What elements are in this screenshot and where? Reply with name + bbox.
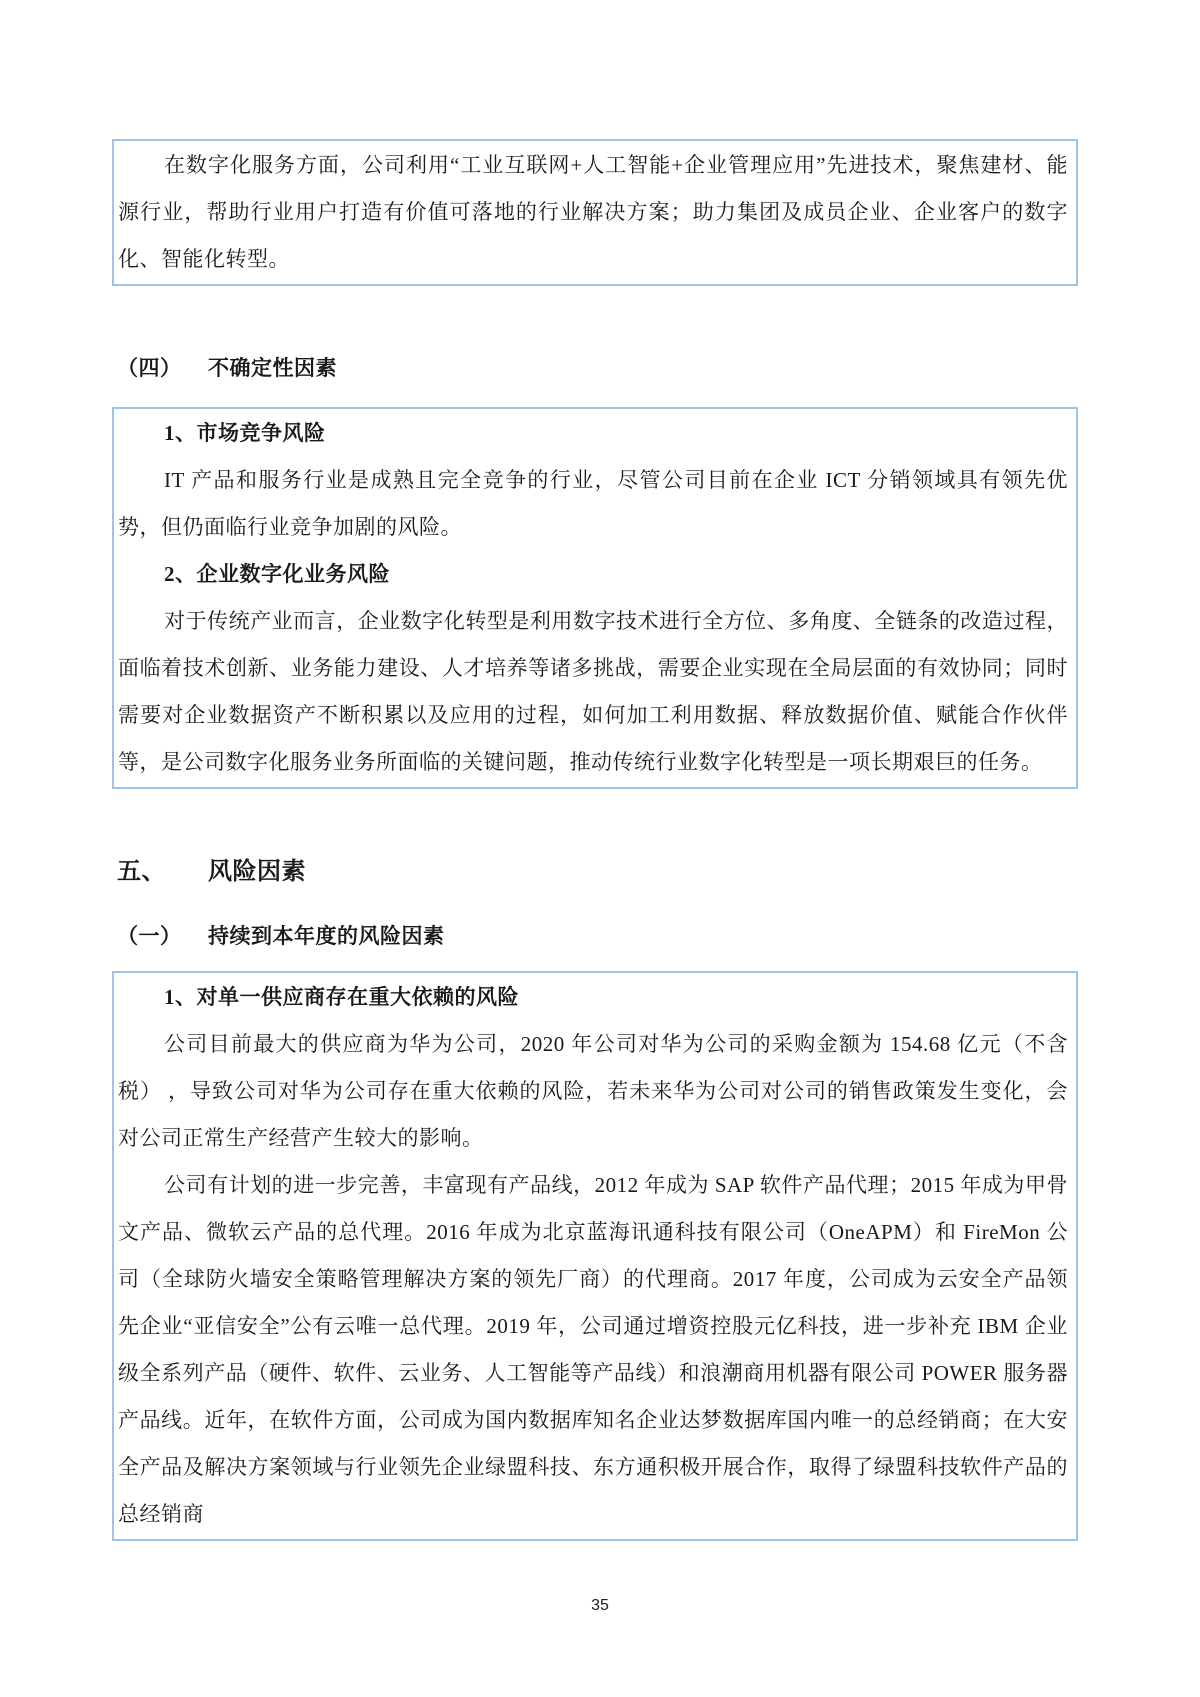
section-4-number: （四） [117, 356, 182, 380]
page-number: 35 [591, 1597, 609, 1614]
section-5-number: 五、 [117, 859, 166, 885]
section-4-title: 不确定性因素 [208, 356, 337, 380]
enterprise-digital-risk-heading: 2、企业数字化业务风险 [164, 562, 390, 586]
section-5-1-number: （一） [117, 924, 182, 948]
uncertainty-factors-box [112, 407, 1078, 789]
page-footer [0, 1597, 1200, 1615]
supplier-dependence-risk-paragraph-2: 公司有计划的进一步完善，丰富现有产品线，2012 年成为 SAP 软件产品代理；2015 年成为甲骨文产品、微软云产品的总代理。2016 年成为北京蓝海讯通科技有限公司（OneAPM）和 FireMon 公司（全球防火墙安全策略管理解决方案的领先厂商）的代理商。2017 年度，公司成为云安全产品领先企业“亚信安全”公有云唯一总代理。2019 年，公司通过增资控股元亿科技，进一步补充 IBM 企业级全系列产品（硬件、软件、云业务、人工智能等产品线）和浪潮商用机器有限公司 POWER 服务器产品线。近年，在软件方面，公司成为国内数据库知名企业达梦数据库国内唯一的总经销商；在大安全产品及解决方案领域与行业领先企业绿盟科技、东方通积极开展合作，取得了绿盟科技软件产品的总经销商 [118, 1173, 1068, 1526]
digital-services-highlight-box [112, 139, 1078, 286]
section-5-heading [117, 855, 1200, 889]
section-5-1-title: 持续到本年度的风险因素 [208, 924, 445, 948]
section-5-title: 风险因素 [208, 859, 306, 885]
digital-services-paragraph: 在数字化服务方面，公司利用“工业互联网+人工智能+企业管理应用”先进技术，聚焦建材、能源行业，帮助行业用户打造有价值可落地的行业解决方案；助力集团及成员企业、企业客户的数字化、智能化转型。 [118, 153, 1068, 271]
supplier-dependence-risk-paragraph-1: 公司目前最大的供应商为华为公司，2020 年公司对华为公司的采购金额为 154.68 亿元（不含税） ，导致公司对华为公司存在重大依赖的风险，若未来华为公司对公司的销售政策发生变化，会对公司正常生产经营产生较大的影响。 [118, 1032, 1068, 1150]
market-competition-risk-heading: 1、市场竞争风险 [164, 421, 326, 445]
supplier-dependence-risk-box [112, 971, 1078, 1541]
market-competition-risk-body: IT 产品和服务行业是成熟且完全竞争的行业，尽管公司目前在企业 ICT 分销领域具有领先优势，但仍面临行业竞争加剧的风险。 [118, 468, 1068, 539]
enterprise-digital-risk-body: 对于传统产业而言，企业数字化转型是利用数字技术进行全方位、多角度、全链条的改造过程，面临着技术创新、业务能力建设、人才培养等诸多挑战，需要企业实现在全局层面的有效协同；同时需要对企业数据资产不断积累以及应用的过程，如何加工利用数据、释放数据价值、赋能合作伙伴等，是公司数字化服务业务所面临的关键问题，推动传统行业数字化转型是一项长期艰巨的任务。 [118, 609, 1068, 774]
section-5-1-heading [117, 921, 1200, 951]
section-4-heading [117, 353, 1200, 383]
supplier-dependence-risk-heading: 1、对单一供应商存在重大依赖的风险 [164, 985, 519, 1009]
